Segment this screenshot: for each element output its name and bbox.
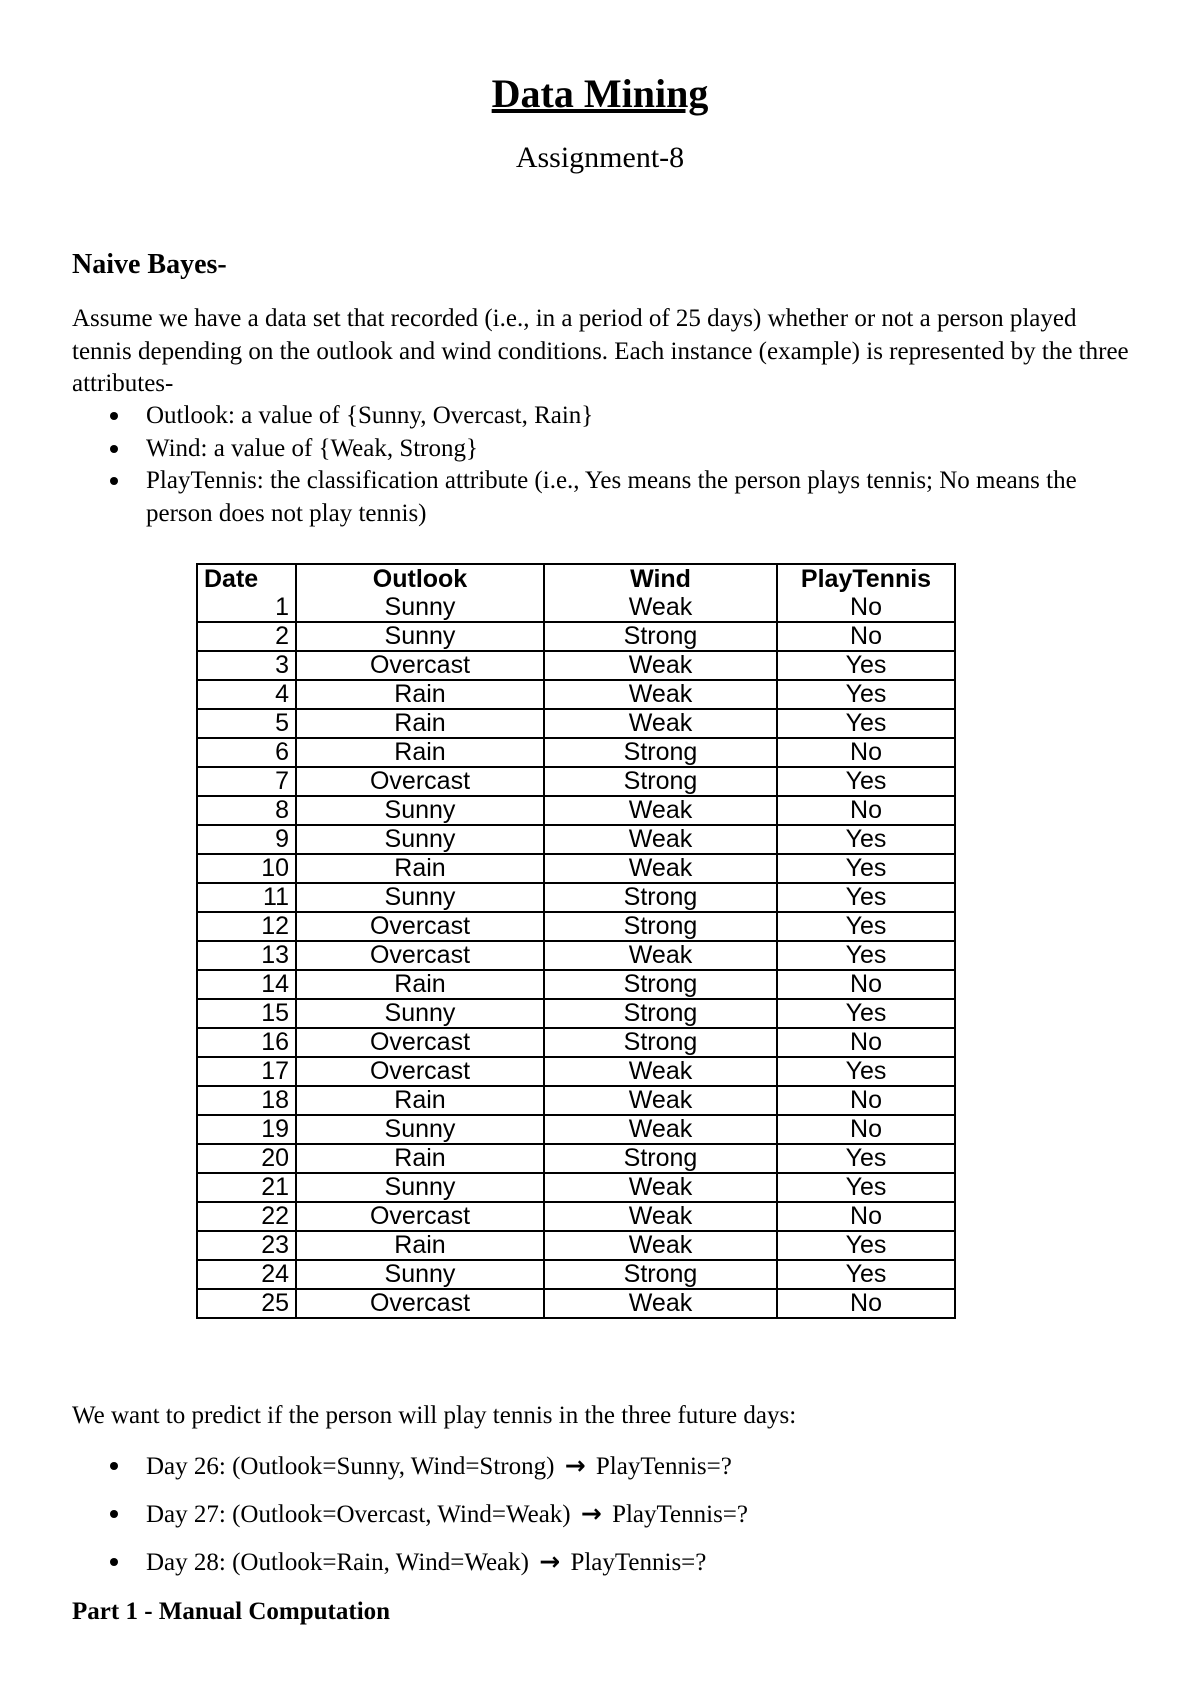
cell-date: 19 <box>197 1115 296 1144</box>
column-header-playtennis: PlayTennis <box>777 564 955 594</box>
table-row <box>197 1173 955 1202</box>
table-row <box>197 738 955 767</box>
prediction-item <box>108 1498 748 1546</box>
table-body <box>197 594 955 1318</box>
cell-date: 7 <box>197 767 296 796</box>
attribute-item: PlayTennis: the classification attribute (i.e., Yes means the person plays tennis; No means the person does not play tennis) <box>108 465 1118 530</box>
cell-outlook: Sunny <box>296 999 544 1028</box>
cell-date: 3 <box>197 651 296 680</box>
prediction-result: PlayTennis=? <box>612 1501 748 1528</box>
cell-playtennis: Yes <box>777 1057 955 1086</box>
cell-playtennis: Yes <box>777 1144 955 1173</box>
table-row <box>197 854 955 883</box>
cell-outlook: Rain <box>296 854 544 883</box>
arrow-right-icon: → <box>564 1451 586 1480</box>
cell-outlook: Overcast <box>296 651 544 680</box>
cell-outlook: Overcast <box>296 1202 544 1231</box>
cell-date: 6 <box>197 738 296 767</box>
cell-playtennis: No <box>777 1289 955 1318</box>
cell-outlook: Sunny <box>296 594 544 622</box>
cell-outlook: Sunny <box>296 825 544 854</box>
cell-playtennis: Yes <box>777 680 955 709</box>
cell-date: 9 <box>197 825 296 854</box>
cell-date: 15 <box>197 999 296 1028</box>
cell-wind: Weak <box>544 1086 777 1115</box>
table-row <box>197 825 955 854</box>
prediction-condition: Day 26: (Outlook=Sunny, Wind=Strong) <box>146 1453 555 1480</box>
table-row <box>197 680 955 709</box>
table-row <box>197 1231 955 1260</box>
cell-wind: Weak <box>544 1202 777 1231</box>
prediction-result: PlayTennis=? <box>570 1549 707 1576</box>
cell-playtennis: Yes <box>777 883 955 912</box>
cell-date: 4 <box>197 680 296 709</box>
cell-wind: Strong <box>544 622 777 651</box>
cell-playtennis: No <box>777 622 955 651</box>
cell-date: 12 <box>197 912 296 941</box>
page-title: Data Mining <box>491 71 709 116</box>
prediction-list <box>108 1450 748 1594</box>
cell-playtennis: No <box>777 970 955 999</box>
cell-wind: Weak <box>544 941 777 970</box>
cell-date: 16 <box>197 1028 296 1057</box>
table-row <box>197 1028 955 1057</box>
cell-playtennis: Yes <box>777 709 955 738</box>
cell-outlook: Rain <box>296 1086 544 1115</box>
cell-playtennis: Yes <box>777 651 955 680</box>
table-row <box>197 1144 955 1173</box>
cell-date: 18 <box>197 1086 296 1115</box>
cell-wind: Weak <box>544 1115 777 1144</box>
cell-outlook: Overcast <box>296 767 544 796</box>
cell-wind: Weak <box>544 854 777 883</box>
arrow-right-icon: → <box>580 1499 602 1528</box>
cell-outlook: Sunny <box>296 796 544 825</box>
column-header-wind: Wind <box>544 564 777 594</box>
table-row <box>197 912 955 941</box>
cell-wind: Strong <box>544 999 777 1028</box>
cell-wind: Strong <box>544 1260 777 1289</box>
cell-outlook: Rain <box>296 680 544 709</box>
cell-playtennis: No <box>777 1115 955 1144</box>
cell-outlook: Rain <box>296 709 544 738</box>
cell-date: 2 <box>197 622 296 651</box>
table-row <box>197 622 955 651</box>
cell-outlook: Sunny <box>296 1173 544 1202</box>
cell-playtennis: Yes <box>777 1231 955 1260</box>
intro-paragraph: Assume we have a data set that recorded (i.e., in a period of 25 days) whether or not a person played tennis depending on the outlook and wind conditions. Each instance (example) is represented by the three attributes- <box>72 305 1129 397</box>
cell-wind: Weak <box>544 651 777 680</box>
cell-outlook: Overcast <box>296 1289 544 1318</box>
cell-date: 11 <box>197 883 296 912</box>
cell-date: 10 <box>197 854 296 883</box>
prediction-item <box>108 1450 748 1498</box>
cell-playtennis: Yes <box>777 941 955 970</box>
cell-outlook: Rain <box>296 1144 544 1173</box>
cell-playtennis: Yes <box>777 767 955 796</box>
cell-playtennis: No <box>777 594 955 622</box>
cell-outlook: Sunny <box>296 1260 544 1289</box>
table-row <box>197 999 955 1028</box>
cell-playtennis: No <box>777 796 955 825</box>
cell-date: 13 <box>197 941 296 970</box>
cell-playtennis: No <box>777 1086 955 1115</box>
table-row <box>197 1057 955 1086</box>
cell-outlook: Overcast <box>296 1057 544 1086</box>
prediction-condition: Day 27: (Outlook=Overcast, Wind=Weak) <box>146 1501 571 1528</box>
cell-date: 17 <box>197 1057 296 1086</box>
table-row <box>197 1260 955 1289</box>
cell-date: 22 <box>197 1202 296 1231</box>
prediction-item <box>108 1546 748 1594</box>
table-row <box>197 883 955 912</box>
table-header-row <box>197 564 955 594</box>
cell-wind: Weak <box>544 1289 777 1318</box>
cell-playtennis: Yes <box>777 912 955 941</box>
table-row <box>197 970 955 999</box>
table-row <box>197 1115 955 1144</box>
table-row <box>197 709 955 738</box>
column-header-date: Date <box>197 564 296 594</box>
page-subtitle: Assignment-8 <box>515 141 685 174</box>
cell-date: 21 <box>197 1173 296 1202</box>
cell-date: 24 <box>197 1260 296 1289</box>
cell-playtennis: No <box>777 1202 955 1231</box>
cell-outlook: Rain <box>296 970 544 999</box>
table-row <box>197 796 955 825</box>
attribute-item: Outlook: a value of {Sunny, Overcast, Rain} <box>108 400 1118 433</box>
cell-playtennis: No <box>777 1028 955 1057</box>
cell-playtennis: Yes <box>777 1173 955 1202</box>
cell-wind: Strong <box>544 912 777 941</box>
cell-date: 1 <box>197 594 296 622</box>
prediction-intro: We want to predict if the person will play tennis in the three future days: <box>72 1402 797 1429</box>
cell-wind: Strong <box>544 970 777 999</box>
cell-wind: Strong <box>544 883 777 912</box>
table-row <box>197 651 955 680</box>
prediction-result: PlayTennis=? <box>595 1453 732 1480</box>
cell-date: 5 <box>197 709 296 738</box>
attribute-list <box>108 400 1118 530</box>
cell-playtennis: Yes <box>777 1260 955 1289</box>
cell-date: 14 <box>197 970 296 999</box>
cell-playtennis: Yes <box>777 854 955 883</box>
part-heading: Part 1 - Manual Computation <box>72 1598 391 1625</box>
table-row <box>197 941 955 970</box>
cell-outlook: Rain <box>296 738 544 767</box>
cell-outlook: Overcast <box>296 912 544 941</box>
cell-wind: Strong <box>544 1144 777 1173</box>
cell-wind: Weak <box>544 796 777 825</box>
table-row <box>197 1289 955 1318</box>
table-row <box>197 1202 955 1231</box>
arrow-right-icon: → <box>539 1547 561 1576</box>
table-row <box>197 767 955 796</box>
cell-wind: Weak <box>544 825 777 854</box>
cell-wind: Weak <box>544 594 777 622</box>
cell-playtennis: Yes <box>777 825 955 854</box>
cell-wind: Strong <box>544 738 777 767</box>
prediction-condition: Day 28: (Outlook=Rain, Wind=Weak) <box>146 1549 529 1576</box>
cell-outlook: Sunny <box>296 883 544 912</box>
section-heading: Naive Bayes- <box>72 249 227 280</box>
cell-outlook: Overcast <box>296 1028 544 1057</box>
cell-playtennis: No <box>777 738 955 767</box>
cell-wind: Strong <box>544 767 777 796</box>
cell-wind: Weak <box>544 1057 777 1086</box>
cell-wind: Weak <box>544 709 777 738</box>
cell-date: 25 <box>197 1289 296 1318</box>
attribute-item: Wind: a value of {Weak, Strong} <box>108 433 1118 466</box>
cell-wind: Strong <box>544 1028 777 1057</box>
data-table <box>196 563 956 1319</box>
cell-outlook: Rain <box>296 1231 544 1260</box>
cell-outlook: Sunny <box>296 622 544 651</box>
cell-date: 23 <box>197 1231 296 1260</box>
table-row <box>197 1086 955 1115</box>
cell-outlook: Sunny <box>296 1115 544 1144</box>
table-row <box>197 594 955 622</box>
column-header-outlook: Outlook <box>296 564 544 594</box>
cell-date: 8 <box>197 796 296 825</box>
cell-wind: Weak <box>544 1173 777 1202</box>
cell-date: 20 <box>197 1144 296 1173</box>
cell-outlook: Overcast <box>296 941 544 970</box>
cell-playtennis: Yes <box>777 999 955 1028</box>
cell-wind: Weak <box>544 680 777 709</box>
cell-wind: Weak <box>544 1231 777 1260</box>
